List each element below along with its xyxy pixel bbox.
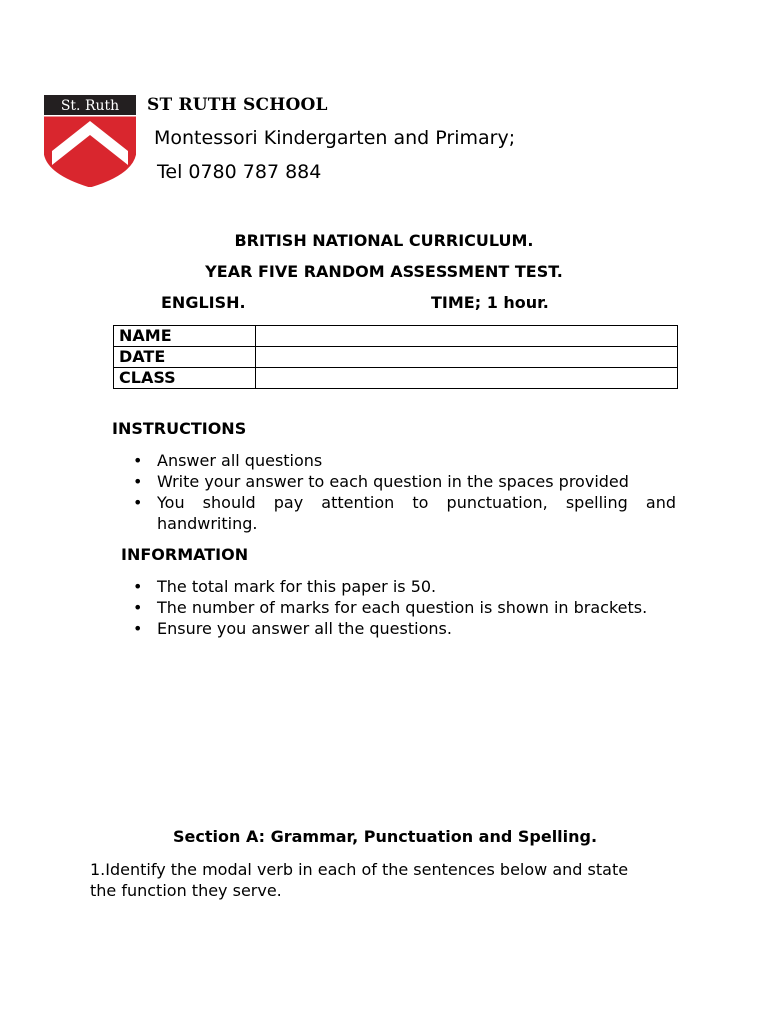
list-item: • You should pay attention to punctuation, spelling and handwriting. — [133, 493, 676, 533]
class-field[interactable] — [256, 368, 678, 389]
student-details-table — [113, 325, 678, 389]
school-subtitle: Montessori Kindergarten and Primary; — [154, 127, 516, 149]
subject-label: ENGLISH. — [161, 293, 246, 312]
date-label: DATE — [114, 347, 256, 368]
name-label: NAME — [114, 326, 256, 347]
class-label: CLASS — [114, 368, 256, 389]
instructions-list — [133, 450, 676, 534]
section-a-title: Section A: Grammar, Punctuation and Spelling. — [173, 827, 598, 846]
list-item: • Ensure you answer all the questions. — [133, 619, 452, 638]
list-item: • The number of marks for each question is shown in brackets. — [133, 598, 648, 617]
list-item: • Write your answer to each question in the spaces provided — [133, 472, 629, 491]
bullet-icon: • — [133, 451, 143, 470]
bullet-icon: • — [133, 493, 143, 512]
test-title: YEAR FIVE RANDOM ASSESSMENT TEST. — [205, 262, 563, 281]
time-label: TIME; 1 hour. — [431, 293, 549, 312]
curriculum-title: BRITISH NATIONAL CURRICULUM. — [234, 231, 534, 250]
bullet-icon: • — [133, 598, 143, 617]
list-item: • The total mark for this paper is 50. — [133, 577, 437, 596]
table-row — [114, 368, 678, 389]
school-name: ST RUTH SCHOOL — [147, 95, 328, 115]
name-field[interactable] — [256, 326, 678, 347]
crest-lettering: St. Ruth — [60, 98, 120, 114]
information-list — [133, 576, 676, 639]
bullet-icon: • — [133, 577, 143, 596]
table-row — [114, 347, 678, 368]
bullet-icon: • — [133, 619, 143, 638]
bullet-icon: • — [133, 472, 143, 491]
date-field[interactable] — [256, 347, 678, 368]
question-1: 1.Identify the modal verb in each of the sentences below and state the function they serve. — [90, 860, 629, 900]
list-item: • Answer all questions — [133, 451, 323, 470]
school-crest-logo — [44, 95, 136, 187]
information-heading: INFORMATION — [121, 545, 249, 564]
table-row — [114, 326, 678, 347]
instructions-heading: INSTRUCTIONS — [112, 419, 247, 438]
school-telephone: Tel 0780 787 884 — [157, 161, 322, 183]
